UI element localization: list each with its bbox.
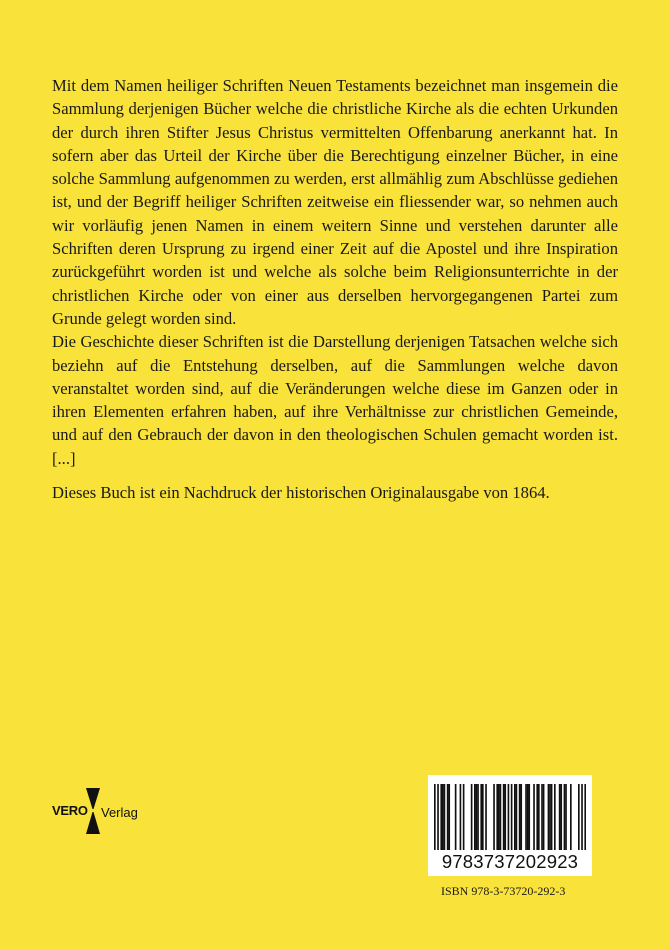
barcode-bar [581, 784, 583, 850]
barcode-bar [549, 784, 551, 850]
barcode-bar [434, 784, 436, 850]
barcode-bar [437, 784, 439, 850]
barcode-bar [500, 784, 502, 850]
barcode-bar [578, 784, 580, 850]
barcode-bar [447, 784, 449, 850]
barcode-bar [525, 784, 527, 850]
barcode-bar [548, 784, 550, 850]
barcode-bar [477, 784, 479, 850]
barcode-bar [541, 784, 543, 850]
barcode-bar [584, 784, 586, 850]
barcode-bar [564, 784, 566, 850]
barcode [428, 775, 592, 876]
barcode-bar [520, 784, 522, 850]
back-cover-blurb [52, 74, 618, 470]
barcode-bar [514, 784, 516, 850]
barcode-bar [482, 784, 484, 850]
barcode-bar [455, 784, 457, 850]
barcode-bar [474, 784, 476, 850]
barcode-bars [434, 784, 586, 850]
isbn-label: ISBN 978-3-73720-292-3 [441, 884, 566, 898]
barcode-bar [493, 784, 495, 850]
barcode-bar [533, 784, 535, 850]
barcode-bar [444, 784, 446, 850]
barcode-bar [538, 784, 540, 850]
barcode-bar [511, 784, 513, 850]
barcode-bar [560, 784, 562, 850]
barcode-bar [460, 784, 462, 850]
barcode-bar [516, 784, 518, 850]
blurb-paragraph-1: Mit dem Namen heiliger Schriften Neuen Testaments bezeichnet man insgemein die Sammlung derjenigen Bücher welche die christliche Kirche als die echten Urkunden der durch ihren Stifter Jesus Christus vermittelten Offenbarung anerkannt hat. In sofern aber das Urteil der Kirche über die Berechtigung einzelner Bücher, in eine solche Sammlung aufgenommen zu werden, erst allmählig zum Abschlüsse gediehen ist, und der Begriff heiliger Schriften zeitweise ein fliessender war, so nehmen auch wir vorläufig jenen Namen in einem weitern Sinne und verstehen darunter alle Schriften deren Ursprung zu irgend einer Zeit auf die Apostel und ihre Inspiration zurückgeführt worden ist und welche als solche beim Religionsunterrichte in der christlichen Kirche oder von einer aus derselben hervorgegangenen Partei zum Grunde gelegt worden sind. [52, 76, 618, 328]
publisher-name-verlag: Verlag [101, 805, 138, 820]
barcode-bar [570, 784, 572, 850]
barcode-bar [476, 784, 478, 850]
barcode-bar [471, 784, 473, 850]
barcode-bar [463, 784, 465, 850]
barcode-digits: 9783737202923 [441, 851, 579, 872]
hourglass-x-icon [85, 788, 101, 834]
barcode-bar [559, 784, 561, 850]
barcode-bar [551, 784, 553, 850]
publisher-name-vero: VERO [52, 803, 88, 818]
barcode-bar [503, 784, 505, 850]
barcode-bar [498, 784, 500, 850]
barcode-bar [480, 784, 482, 850]
barcode-bar [508, 784, 510, 850]
barcode-bar [554, 784, 556, 850]
barcode-bar [496, 784, 498, 850]
barcode-bar [527, 784, 529, 850]
barcode-bar [448, 784, 450, 850]
barcode-bar [536, 784, 538, 850]
blurb-paragraph-2: Die Geschichte dieser Schriften ist die Darstellung derjenigen Tatsachen welche sich beziehn auf die Entstehung derselben, auf die Sammlungen welche davon veranstaltet worden sind, auf die Veränderungen welche diese im Ganzen oder in ihren Elementen erfahren haben, auf ihre Verhältnisse zur christlichen Gemeinde, und auf den Gebrauch der davon in den theologischen Schulen gemacht worden ist. [...] [52, 332, 618, 468]
barcode-bar [565, 784, 567, 850]
barcode-bar [504, 784, 506, 850]
barcode-bar [519, 784, 521, 850]
barcode-bar [543, 784, 545, 850]
barcode-bar [440, 784, 442, 850]
publisher-logo [52, 788, 142, 834]
barcode-bar [528, 784, 530, 850]
reprint-note: Dieses Buch ist ein Nachdruck der historischen Originalausgabe von 1864. [52, 483, 550, 502]
barcode-bar [442, 784, 444, 850]
barcode-bar [485, 784, 487, 850]
